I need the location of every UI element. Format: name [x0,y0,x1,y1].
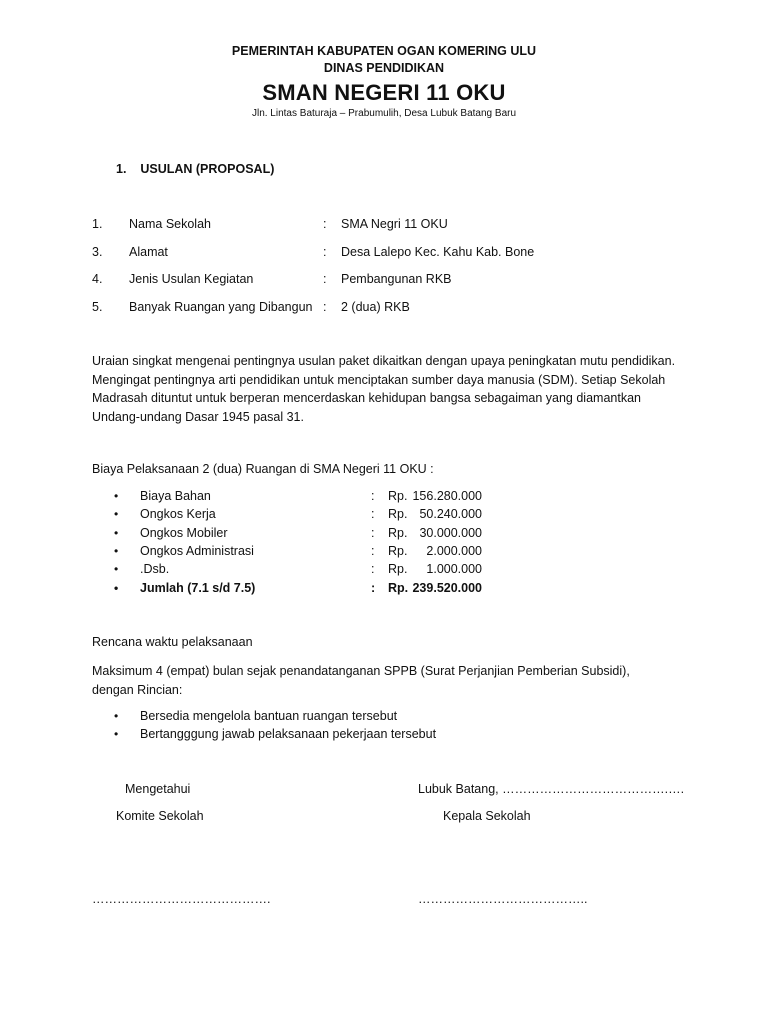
info-colon: : [323,245,327,259]
info-row [0,217,768,235]
section-title-text: USULAN (PROPOSAL) [140,162,275,176]
bullet-icon: • [114,507,119,521]
cost-colon: : [371,562,375,576]
info-label: Nama Sekolah [129,217,211,231]
cost-currency: Rp. [388,526,408,540]
costs-heading: Biaya Pelaksanaan 2 (dua) Ruangan di SMA Negeri 11 OKU : [92,462,434,476]
schedule-bullet-text: Bertangggung jawab pelaksanaan pekerjaan tersebut [140,727,437,741]
cost-currency: Rp. [388,562,408,576]
schedule-bullet-item [0,727,768,745]
info-row [0,245,768,263]
cost-currency: Rp. [388,489,408,503]
cost-total-label: Jumlah (7.1 s/d 7.5) [140,581,256,595]
info-colon: : [323,217,327,231]
cost-item: Biaya Bahan [140,489,211,503]
cost-item: .Dsb. [140,562,170,576]
schedule-bullet-item [0,709,768,727]
cost-item: Ongkos Kerja [140,507,216,521]
info-colon: : [323,300,327,314]
department-header: DINAS PENDIDIKAN [323,61,445,75]
info-value: Desa Lalepo Kec. Kahu Kab. Bone [341,245,535,259]
bullet-icon: • [114,489,119,503]
section-number: 1. [116,162,127,176]
schedule-bullet-text: Bersedia mengelola bantuan ruangan tersebut [140,709,398,723]
info-row [0,300,768,318]
bullet-icon: • [114,562,119,576]
info-value: Pembangunan RKB [341,272,452,286]
school-name: SMAN NEGERI 11 OKU [262,80,506,105]
cost-colon: : [371,489,375,503]
bullet-icon: • [114,544,119,558]
bullet-icon: • [114,709,119,723]
description-paragraph: Uraian singkat mengenai pentingnya usulan paket dikaitkan dengan upaya peningkatan mutu pendidikan. Mengingat pentingnya arti pendidikan untuk menciptakan sumber daya manusia (SDM). Setiap Sekolah Madrasah dituntut untuk berperan mencerdaskan kehidupan bangsa sebagaiman yang diamantkan Undang-undang Dasar 1945 pasal 31. [92,354,676,424]
info-label: Alamat [129,245,168,259]
cost-colon: : [371,581,376,595]
schedule-heading: Rencana waktu pelaksanaan [92,635,253,649]
cost-currency: Rp. [388,507,408,521]
cost-currency: Rp. [388,544,408,558]
info-number: 4. [92,272,103,286]
bullet-icon: • [114,581,119,595]
info-number: 5. [92,300,103,314]
info-row [0,272,768,290]
signature-left-line: ……………………………………. [92,892,271,906]
cost-row [0,489,768,507]
school-address: Jln. Lintas Baturaja – Prabumulih, Desa Lubuk Batang Baru [251,108,517,119]
cost-amount: 50.240.000 [419,507,482,521]
signature-right-role: Kepala Sekolah [443,809,531,823]
bullet-icon: • [114,727,119,741]
signature-place-date: Lubuk Batang, ………………………………….…. [418,782,685,796]
info-colon: : [323,272,327,286]
cost-row [0,507,768,525]
cost-total-row [0,581,768,599]
info-value: SMA Negri 11 OKU [341,217,448,231]
info-number: 3. [92,245,103,259]
signature-right-line: ………………………………….. [418,892,588,906]
cost-currency: Rp. [388,581,409,595]
cost-row [0,526,768,544]
cost-item: Ongkos Mobiler [140,526,228,540]
cost-colon: : [371,526,375,540]
info-label: Jenis Usulan Kegiatan [129,272,254,286]
cost-total-amount: 239.520.000 [412,581,482,595]
government-header: PEMERINTAH KABUPATEN OGAN KOMERING ULU [231,44,537,58]
cost-row [0,562,768,580]
signature-left-role: Komite Sekolah [116,809,204,823]
info-value: 2 (dua) RKB [341,300,410,314]
cost-row [0,544,768,562]
info-label: Banyak Ruangan yang Dibangun [129,300,313,314]
cost-amount: 156.280.000 [412,489,482,503]
cost-colon: : [371,544,375,558]
cost-amount: 1.000.000 [426,562,482,576]
cost-colon: : [371,507,375,521]
section-title [116,162,274,176]
cost-amount: 2.000.000 [426,544,482,558]
bullet-icon: • [114,526,119,540]
signature-left-caption: Mengetahui [125,782,191,796]
cost-amount: 30.000.000 [419,526,482,540]
schedule-text: Maksimum 4 (empat) bulan sejak penandatanganan SPPB (Surat Perjanjian Pemberian Subsidi), dengan Rincian: [92,664,630,697]
cost-item: Ongkos Administrasi [140,544,254,558]
info-number: 1. [92,217,103,231]
